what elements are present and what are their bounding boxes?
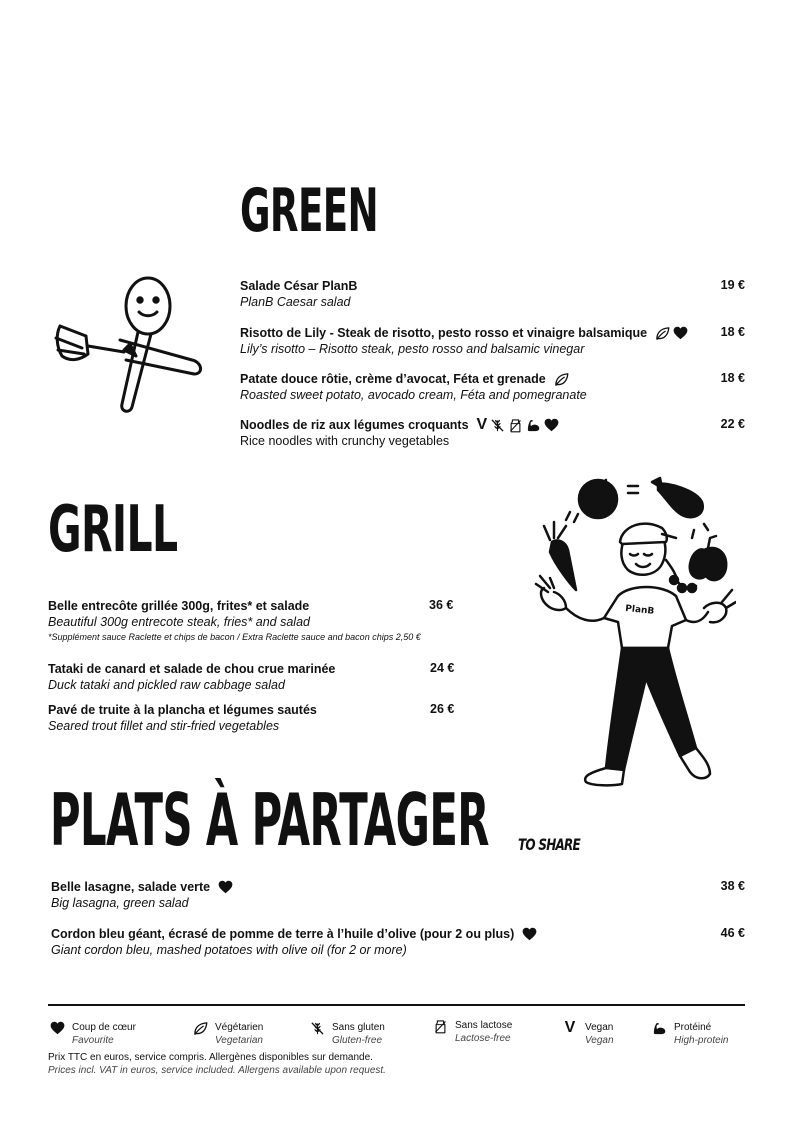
menu-item	[48, 598, 421, 642]
item-subtitle: Rice noodles with crunchy vegetables	[240, 434, 450, 448]
lactose-free-icon	[433, 1019, 448, 1034]
heart-icon	[50, 1021, 65, 1035]
legend-gluten-free	[309, 1021, 385, 1047]
footer-divider	[48, 1004, 745, 1006]
heart-icon	[522, 927, 537, 941]
item-subtitle: Roasted sweet potato, avocado cream, Féta and pomegranate	[240, 388, 587, 402]
item-name: Salade César PlanB	[240, 279, 358, 293]
share-section-tag: TO SHARE	[518, 835, 580, 854]
chef-shirt-text: PlanB	[624, 603, 655, 617]
item-name: Belle lasagne, salade verte	[51, 880, 211, 894]
menu-item	[51, 879, 233, 910]
item-name: Cordon bleu géant, écrasé de pomme de terre à l’huile d’olive (pour 2 ou plus)	[51, 927, 515, 941]
share-section-title: PLATS À PARTAGER	[50, 778, 489, 862]
item-price: 18 €	[720, 325, 745, 339]
item-price: 26 €	[430, 702, 455, 716]
item-price: 46 €	[720, 926, 745, 940]
legend-label-fr: Coup de cœur	[72, 1022, 136, 1033]
item-subtitle: Lily’s risotto – Risotto steak, pesto rosso and balsamic vinegar	[240, 342, 585, 356]
item-name: Patate douce rôtie, crème d’avocat, Féta et grenade	[240, 372, 546, 386]
legend-label-fr: Protéiné	[674, 1022, 712, 1033]
menu-item	[240, 417, 559, 448]
lactose-free-icon	[508, 418, 523, 433]
leaf-icon	[554, 372, 569, 387]
item-note: *Supplément sauce Raclette et chips de bacon / Extra Raclette sauce and bacon chips 2,50 €	[48, 632, 421, 642]
protein-icon	[652, 1021, 667, 1036]
legend-favourite	[49, 1021, 136, 1047]
item-subtitle: Seared trout fillet and stir-fried vegetables	[48, 719, 280, 733]
gluten-free-icon	[310, 1021, 325, 1036]
legend-label-en: Lactose-free	[455, 1033, 511, 1044]
heart-icon	[673, 326, 688, 340]
legend-label-fr: Vegan	[585, 1022, 614, 1033]
legend-vegan	[562, 1021, 614, 1047]
item-name: Noodles de riz aux légumes croquants	[240, 418, 469, 432]
spoon-fork-illustration	[52, 276, 212, 418]
item-subtitle: Duck tataki and pickled raw cabbage salad	[48, 678, 285, 692]
grill-section-title: GRILL	[48, 493, 178, 567]
item-subtitle: Giant cordon bleu, mashed potatoes with olive oil (for 2 or more)	[51, 943, 407, 957]
legend-label-en: Vegetarian	[215, 1035, 263, 1046]
legend-vegetarian	[192, 1021, 263, 1047]
item-subtitle: PlanB Caesar salad	[240, 295, 351, 309]
legend-lactose-free	[432, 1019, 512, 1045]
chef-illustration	[526, 472, 736, 802]
item-name: Tataki de canard et salade de chou crue marinée	[48, 662, 336, 676]
green-section-title: GREEN	[240, 176, 379, 246]
item-price: 19 €	[720, 278, 745, 292]
gluten-free-icon	[490, 418, 505, 433]
legend-label-en: Gluten-free	[332, 1035, 383, 1046]
item-price: 22 €	[720, 417, 745, 431]
legend-label-fr: Végétarien	[215, 1022, 264, 1033]
menu-item	[51, 926, 537, 957]
menu-item	[240, 371, 587, 402]
menu-item	[48, 702, 317, 733]
legend-protein	[651, 1021, 728, 1047]
vegan-icon: V	[564, 1019, 576, 1036]
footer-note-fr: Prix TTC en euros, service compris. Allergènes disponibles sur demande.	[48, 1052, 373, 1063]
menu-item	[240, 278, 357, 309]
menu-item	[240, 325, 688, 356]
footer-note-en: Prices incl. VAT in euros, service included. Allergens available upon request.	[48, 1065, 386, 1076]
menu-item	[48, 661, 335, 692]
item-subtitle: Big lasagna, green salad	[51, 896, 189, 910]
leaf-icon	[655, 326, 670, 341]
heart-icon	[218, 880, 233, 894]
leaf-icon	[193, 1021, 208, 1036]
item-name: Belle entrecôte grillée 300g, frites* et salade	[48, 599, 310, 613]
vegan-icon: V	[476, 416, 488, 433]
item-subtitle: Beautiful 300g entrecote steak, fries* and salad	[48, 615, 310, 629]
item-price: 38 €	[720, 879, 745, 893]
legend-label-fr: Sans lactose	[455, 1020, 513, 1031]
item-name: Risotto de Lily - Steak de risotto, pesto rosso et vinaigre balsamique	[240, 326, 648, 340]
legend-label-en: High-protein	[674, 1035, 729, 1046]
item-price: 36 €	[429, 598, 454, 612]
protein-icon	[526, 418, 541, 433]
item-name: Pavé de truite à la plancha et légumes sautés	[48, 703, 317, 717]
item-price: 24 €	[430, 661, 455, 675]
legend-label-fr: Sans gluten	[332, 1022, 385, 1033]
legend-label-en: Favourite	[72, 1035, 114, 1046]
item-price: 18 €	[720, 371, 745, 385]
legend-label-en: Vegan	[585, 1035, 614, 1046]
heart-icon	[544, 418, 559, 432]
